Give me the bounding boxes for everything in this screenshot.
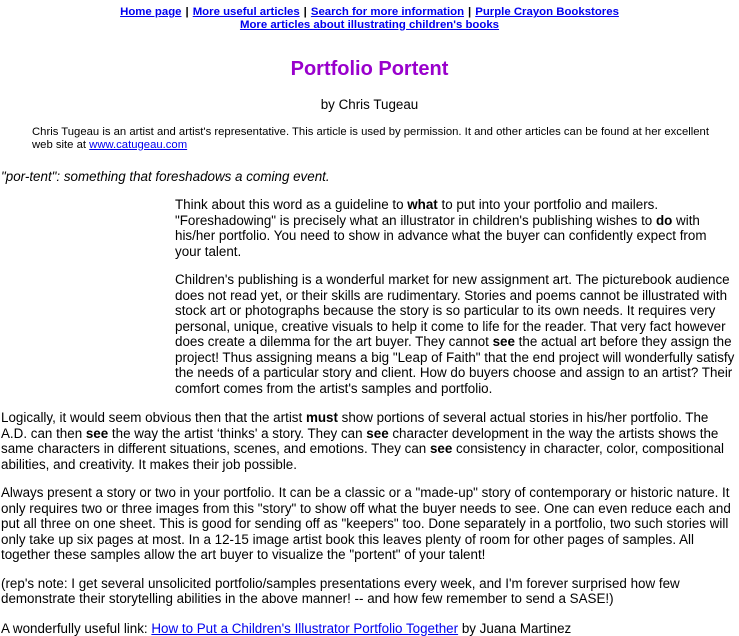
author-intro <box>32 126 709 152</box>
portfolio-article-link[interactable]: How to Put a Children's Illustrator Portfolio Together <box>151 621 458 636</box>
text: the actual art before they assign the project! Thus assigning means a big "Leap of Faith" that the end project will wonderfully satisfy the needs of a particular story and client. How do buyers choose and assign to an artist? Their comfort comes from the artist's samples and portfolio. <box>175 334 734 396</box>
page-title: Portfolio Portent <box>0 56 739 82</box>
emphasis: see <box>86 426 108 441</box>
nav-separator: | <box>300 6 311 18</box>
text: consistency in character, color, compositional abilities, and creativity. It makes their job possible. <box>1 441 724 472</box>
paragraph-1 <box>175 197 736 259</box>
text: to put into your portfolio and mailers. "Foreshadowing" is precisely what an illustrator in children's publishing wishes to <box>175 197 658 228</box>
nav-row-1 <box>0 6 739 19</box>
emphasis: see <box>430 441 452 456</box>
useful-link-prefix: A wonderfully useful link: <box>1 621 151 636</box>
paragraph-4: Always present a story or two in your portfolio. It can be a classic or a "made-up" story of contemporary or historic nature. It only requires two or three images from this "story" to show off what the buyer needs to see. One can even reduce each and put all three on one sheet. This is good for sending off as "keepers" too. Done separately in a portfolio, two such stories will only take up six pages at most. In a 12-15 image artist book this leaves plenty of room for other pages of samples. All together these samples allow the art buyer to visualize the "portent" of your talent! <box>1 485 736 563</box>
intro-text: Chris Tugeau is an artist and artist's representative. This article is used by permission. It and other articles can be found at her excellent web site at <box>32 126 709 151</box>
text: show portions of several actual stories in his/her portfolio. The A.D. can then <box>1 410 708 441</box>
useful-link-suffix: by Juana Martinez <box>458 621 571 636</box>
emphasis: do <box>656 213 672 228</box>
paragraph-2 <box>175 272 736 396</box>
text: Children's publishing is a wonderful market for new assignment art. The picturebook audience does not read yet, or their skills are rudimentary. Stories and poems cannot be illustrated with stock art or photographs because the story is so particular to its own needs. It requires very personal, unique, creative visuals to help it come to life for the reader. That very fact however does create a dilemma for the art buyer. They cannot <box>175 272 730 349</box>
nav-separator: | <box>464 6 475 18</box>
paragraph-3 <box>1 410 736 472</box>
nav-link-bookstores[interactable]: Purple Crayon Bookstores <box>475 6 619 18</box>
emphasis: see <box>493 334 515 349</box>
definition: "por-tent": something that foreshadows a coming event. <box>1 169 739 185</box>
useful-link-line <box>1 621 739 636</box>
nav-link-articles[interactable]: More useful articles <box>193 6 300 18</box>
emphasis: see <box>366 426 388 441</box>
indented-section <box>175 197 736 396</box>
main-body <box>0 410 739 607</box>
catugeau-link[interactable]: www.catugeau.com <box>89 139 187 151</box>
text: the way the artist ‘thinks' a story. They can <box>108 426 366 441</box>
nav-row-2 <box>0 19 739 32</box>
reps-note: (rep's note: I get several unsolicited portfolio/samples presentations every week, and I'm forever surprised how few demonstrate their storytelling abilities in the above manner! -- and how few remember to send a SASE!) <box>1 576 736 607</box>
emphasis: must <box>306 410 338 425</box>
text: with his/her portfolio. You need to show in advance what the buyer can confidently expect from your talent. <box>175 213 707 259</box>
nav-link-search[interactable]: Search for more information <box>311 6 464 18</box>
text: character development in the way the artists shows the same characters in different situations, scenes, and emotions. They can <box>1 426 718 457</box>
nav-link-home[interactable]: Home page <box>120 6 181 18</box>
nav-separator: | <box>182 6 193 18</box>
nav-link-illustrating-articles[interactable]: More articles about illustrating children's books <box>240 19 499 31</box>
top-navigation <box>0 6 739 31</box>
author-byline: by Chris Tugeau <box>0 97 739 113</box>
emphasis: what <box>407 197 438 212</box>
text: Logically, it would seem obvious then that the artist <box>1 410 306 425</box>
text: Think about this word as a guideline to <box>175 197 407 212</box>
